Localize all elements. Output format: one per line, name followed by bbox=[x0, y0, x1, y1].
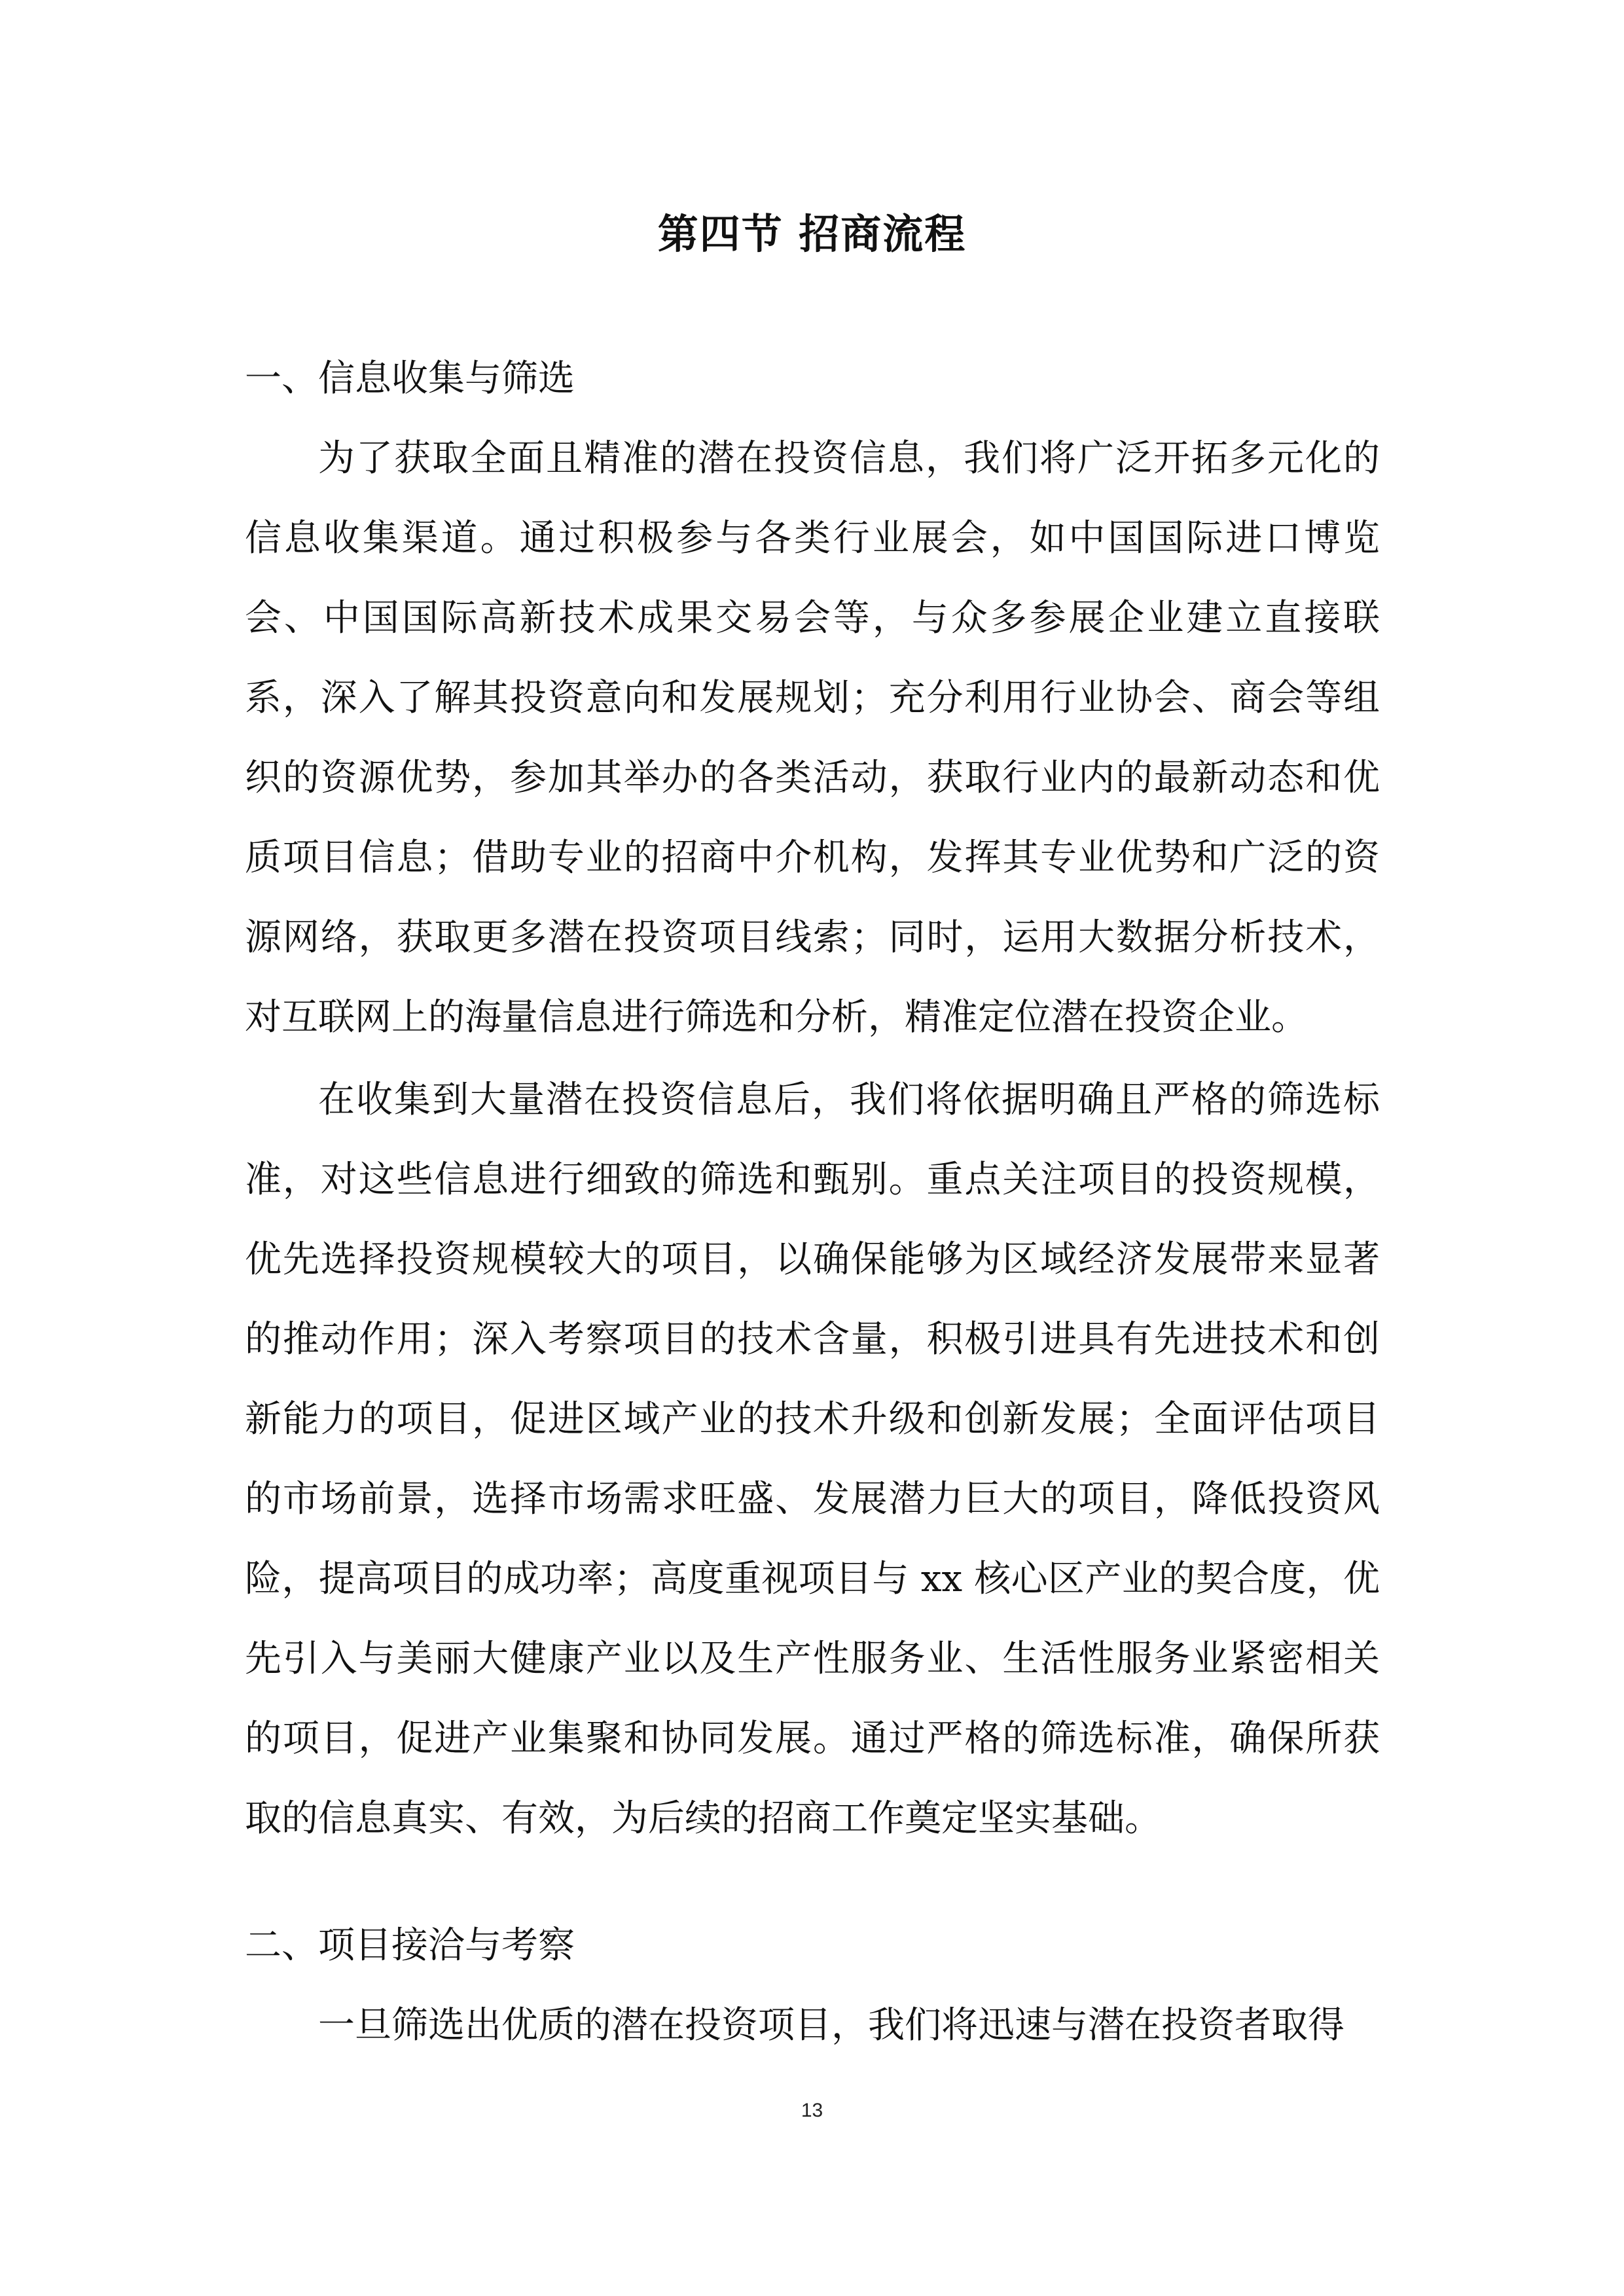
paragraph-project-contact: 一旦筛选出优质的潜在投资项目，我们将迅速与潜在投资者取得 bbox=[318, 2004, 1344, 2047]
paragraph-info-channels: 为了获取全面且精准的潜在投资信息，我们将广泛开拓多元化的信息收集渠道。通过积极参与各类行业展会，如中国国际进口博览会、中国国际高新技术成果交易会等，与众多参展企业建立直接联系，深入了解其投资意向和发展规划；充分利用行业协会、商会等组织的资源优势，参加其举办的各类活动，获取行业内的最新动态和优质项目信息；借助专业的招商中介机构，发挥其专业优势和广泛的资源网络，获取更多潜在投资项目线索；同时，运用大数据分析技术，对互联网上的海量信息进行筛选和分析，精准定位潜在投资企业。 bbox=[245, 437, 1380, 1039]
subsection-heading-project-negotiation: 二、项目接洽与考察 bbox=[245, 1924, 575, 1967]
paragraph-screening-criteria: 在收集到大量潜在投资信息后，我们将依据明确且严格的筛选标准，对这些信息进行细致的筛选和甄别。重点关注项目的投资规模，优先选择投资规模较大的项目，以确保能够为区域经济发展带来显著的推动作用；深入考察项目的技术含量，积极引进具有先进技术和创新能力的项目，促进区域产业的技术升级和创新发展；全面评估项目的市场前景，选择市场需求旺盛、发展潜力巨大的项目，降低投资风险，提高项目的成功率；高度重视项目与 xx 核心区产业的契合度，优先引入与美丽大健康产业以及生产性服务业、生活性服务业紧密相关的项目，促进产业集聚和协同发展。通过严格的筛选标准，确保所获取的信息真实、有效，为后续的招商工作奠定坚实基础。 bbox=[245, 1079, 1380, 1840]
section-title: 第四节 招商流程 bbox=[657, 210, 967, 258]
page-number: 13 bbox=[801, 2100, 823, 2121]
subsection-heading-info-collection: 一、信息收集与筛选 bbox=[245, 357, 575, 400]
